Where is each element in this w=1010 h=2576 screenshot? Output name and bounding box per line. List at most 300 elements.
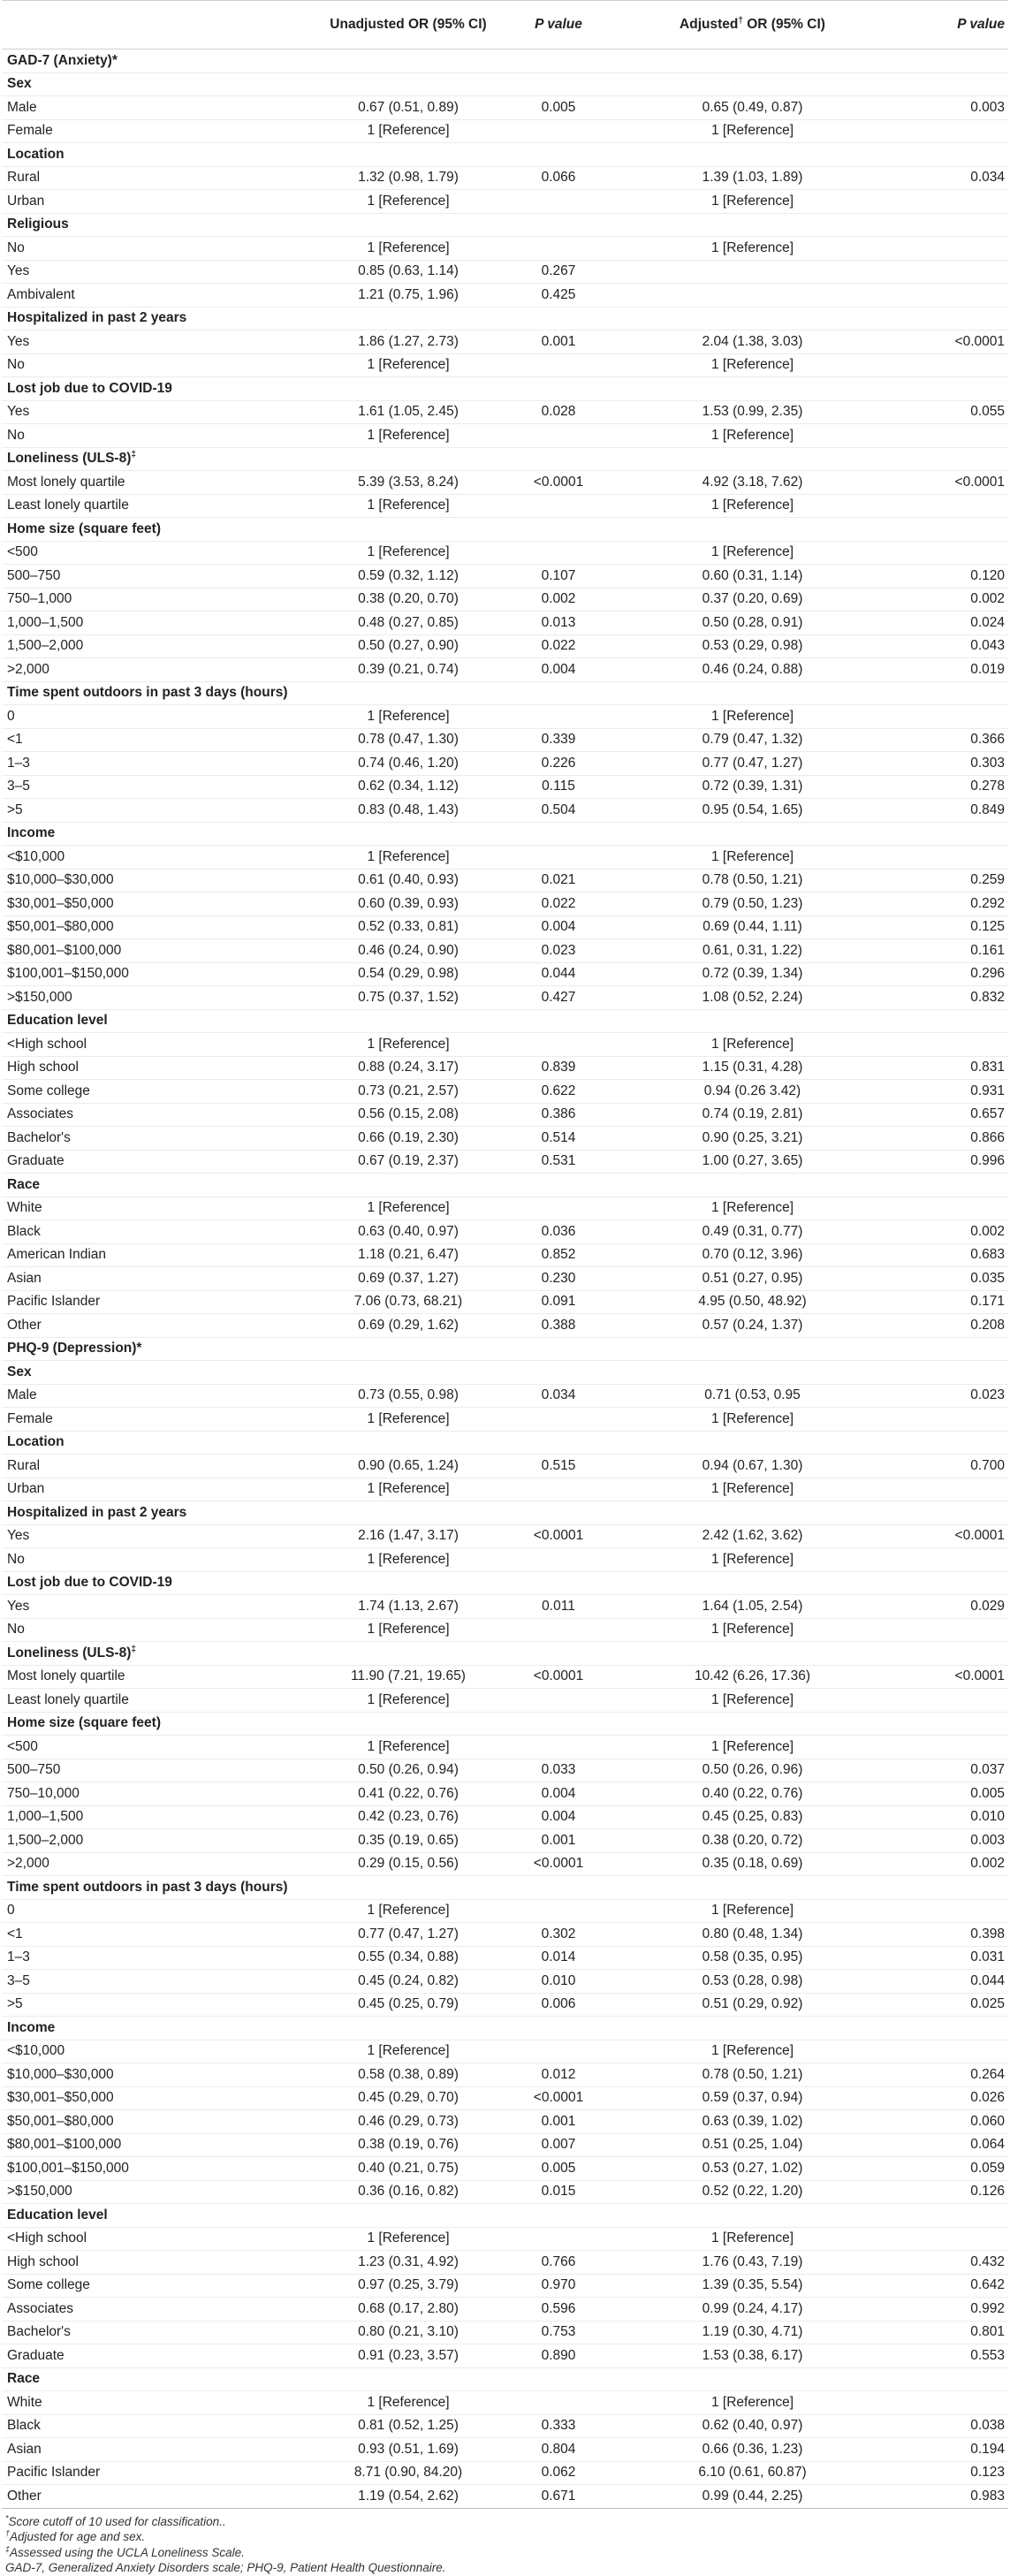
p-value-cell: 0.766 [514,2251,603,2275]
adjusted-or-cell: 0.57 (0.24, 1.37) [603,1314,902,1338]
footnote: ‡Assessed using the UCLA Loneliness Scale. [5,2544,245,2559]
adjusted-p-value-cell: <0.0001 [902,1524,1008,1548]
p-value-cell: <0.0001 [514,1852,603,1876]
adjusted-p-value-cell: 0.931 [902,1080,1008,1104]
table-row [2,2344,1008,2368]
row-category-label: Urban [2,190,302,214]
adjusted-p-value-cell [902,1478,1008,1501]
table-row [2,1782,1008,1806]
table-row [2,1314,1008,1338]
adjusted-or-cell: 0.59 (0.37, 0.94) [603,2086,902,2110]
table-row [2,1548,1008,1572]
unadjusted-or-cell: 0.59 (0.32, 1.12) [302,565,514,589]
variable-group-label: Sex [2,1361,1008,1385]
adjusted-p-value-cell: 0.700 [902,1455,1008,1478]
p-value-cell: 0.001 [514,1829,603,1853]
unadjusted-or-cell: 0.35 (0.19, 0.65) [302,1829,514,1853]
adjusted-p-value-cell: 0.002 [902,588,1008,612]
adjusted-or-cell: 0.70 (0.12, 3.96) [603,1243,902,1267]
p-value-cell [514,1618,603,1642]
unadjusted-or-cell: 1 [Reference] [302,1033,514,1057]
row-category-label: <1 [2,728,302,752]
unadjusted-or-cell: 1 [Reference] [302,2391,514,2415]
adjusted-p-value-cell: 0.055 [902,400,1008,424]
adjusted-or-cell: 0.50 (0.28, 0.91) [603,612,902,635]
unadjusted-or-cell: 1 [Reference] [302,846,514,870]
table-row [2,2461,1008,2485]
table-row [2,939,1008,963]
adjusted-or-cell: 4.95 (0.50, 48.92) [603,1290,902,1314]
table-row [2,728,1008,752]
unadjusted-or-cell: 7.06 (0.73, 68.21) [302,1290,514,1314]
row-category-label: $50,001–$80,000 [2,2110,302,2134]
row-category-label: 3–5 [2,775,302,799]
p-value-cell: 0.004 [514,916,603,939]
table-row [2,1080,1008,1104]
table-row [2,1829,1008,1853]
row-category-label: Urban [2,1478,302,1501]
p-value-cell: 0.028 [514,400,603,424]
row-category-label: <500 [2,541,302,565]
p-value-cell [514,2391,603,2415]
p-value-cell: 0.230 [514,1267,603,1291]
row-category-label: Least lonely quartile [2,494,302,518]
section-heading-row [2,1337,1008,1361]
p-value-cell [514,846,603,870]
variable-group-row [2,1876,1008,1900]
unadjusted-or-cell: 1.23 (0.31, 4.92) [302,2251,514,2275]
unadjusted-or-cell: 0.46 (0.24, 0.90) [302,939,514,963]
p-value-cell: 0.226 [514,752,603,776]
p-value-cell: <0.0001 [514,1665,603,1689]
table-row [2,2438,1008,2462]
unadjusted-or-cell: 1 [Reference] [302,705,514,729]
row-category-label: $10,000–$30,000 [2,869,302,893]
adjusted-p-value-cell: <0.0001 [902,1665,1008,1689]
p-value-cell [514,1033,603,1057]
p-value-cell: 0.010 [514,1970,603,1994]
row-category-label: Some college [2,1080,302,1104]
adjusted-p-value-cell: 0.278 [902,775,1008,799]
adjusted-p-value-cell [902,1408,1008,1432]
adjusted-p-value-cell [902,1899,1008,1923]
table-row [2,799,1008,823]
p-value-cell: 0.012 [514,2063,603,2087]
table-row [2,752,1008,776]
table-row [2,1899,1008,1923]
adjusted-or-cell: 0.65 (0.49, 0.87) [603,96,902,120]
p-value-cell: 0.002 [514,588,603,612]
unadjusted-or-cell: 0.52 (0.33, 0.81) [302,916,514,939]
p-value-cell: 0.115 [514,775,603,799]
p-value-cell [514,1408,603,1432]
p-value-cell [514,190,603,214]
adjusted-or-cell: 1 [Reference] [603,1548,902,1572]
row-category-label: No [2,237,302,261]
table-row [2,893,1008,916]
adjusted-p-value-cell [902,1197,1008,1220]
unadjusted-or-cell: 1 [Reference] [302,1478,514,1501]
p-value-cell [514,1548,603,1572]
adjusted-p-value-cell: 0.024 [902,612,1008,635]
table-row [2,471,1008,495]
header-adjusted-or: Adjusted† OR (95% CI) [603,1,902,49]
adjusted-or-cell: 1 [Reference] [603,1689,902,1713]
adjusted-p-value-cell: 0.194 [902,2438,1008,2462]
adjusted-p-value-cell: 0.259 [902,869,1008,893]
p-value-cell: 0.022 [514,635,603,658]
unadjusted-or-cell: 1 [Reference] [302,237,514,261]
variable-group-label: Education level [2,1009,1008,1033]
adjusted-p-value-cell: 0.120 [902,565,1008,589]
adjusted-or-cell: 0.53 (0.29, 0.98) [603,635,902,658]
variable-group-row [2,518,1008,542]
adjusted-p-value-cell [902,846,1008,870]
adjusted-or-cell: 0.79 (0.47, 1.32) [603,728,902,752]
row-category-label: 500–750 [2,1759,302,1782]
table-row [2,190,1008,214]
variable-group-label: Religious [2,213,1008,237]
adjusted-or-cell: 1.53 (0.38, 6.17) [603,2344,902,2368]
unadjusted-or-cell: 0.50 (0.26, 0.94) [302,1759,514,1782]
row-category-label: 1,500–2,000 [2,1829,302,1853]
p-value-cell: 0.514 [514,1127,603,1151]
row-category-label: >5 [2,1993,302,2017]
table-row [2,1290,1008,1314]
adjusted-or-cell: 1 [Reference] [603,1033,902,1057]
p-value-cell: 0.890 [514,2344,603,2368]
variable-group-row [2,1174,1008,1197]
row-category-label: Other [2,1314,302,1338]
adjusted-p-value-cell: 0.171 [902,1290,1008,1314]
unadjusted-or-cell: 0.36 (0.16, 0.82) [302,2180,514,2204]
table-row [2,635,1008,658]
p-value-cell [514,424,603,448]
adjusted-or-cell: 1.76 (0.43, 7.19) [603,2251,902,2275]
variable-group-row [2,2204,1008,2228]
table-row [2,424,1008,448]
variable-group-label: Location [2,1431,1008,1455]
adjusted-or-cell: 1 [Reference] [603,1899,902,1923]
variable-group-row [2,307,1008,331]
table-body [2,49,1008,2509]
p-value-cell: 0.091 [514,1290,603,1314]
row-category-label: $80,001–$100,000 [2,939,302,963]
table-row [2,119,1008,143]
adjusted-or-cell: 1 [Reference] [603,237,902,261]
p-value-cell: <0.0001 [514,1524,603,1548]
variable-group-row [2,1501,1008,1525]
p-value-cell [514,494,603,518]
table-row [2,612,1008,635]
row-category-label: $10,000–$30,000 [2,2063,302,2087]
adjusted-or-cell: 0.94 (0.26 3.42) [603,1080,902,1104]
unadjusted-or-cell: 0.91 (0.23, 3.57) [302,2344,514,2368]
adjusted-p-value-cell [902,2040,1008,2063]
row-category-label: Yes [2,400,302,424]
adjusted-or-cell: 1.39 (0.35, 5.54) [603,2274,902,2298]
table-row [2,565,1008,589]
row-category-label: Least lonely quartile [2,1689,302,1713]
table-row [2,1805,1008,1829]
footnote: GAD-7, Generalized Anxiety Disorders scale; PHQ-9, Patient Health Questionnaire. [5,2561,446,2574]
p-value-cell: 0.001 [514,331,603,354]
row-category-label: Yes [2,331,302,354]
adjusted-p-value-cell: 0.003 [902,96,1008,120]
variable-group-label: Time spent outdoors in past 3 days (hours) [2,681,1008,705]
row-category-label: $80,001–$100,000 [2,2133,302,2157]
variable-group-label: Loneliness (ULS-8)‡ [2,447,1008,471]
unadjusted-or-cell: 0.93 (0.51, 1.69) [302,2438,514,2462]
unadjusted-or-cell: 1.61 (1.05, 2.45) [302,400,514,424]
p-value-cell [514,237,603,261]
table-row [2,331,1008,354]
variable-group-row [2,1431,1008,1455]
adjusted-p-value-cell: 0.123 [902,2461,1008,2485]
unadjusted-or-cell: 0.45 (0.29, 0.70) [302,2086,514,2110]
unadjusted-or-cell: 5.39 (3.53, 8.24) [302,471,514,495]
adjusted-p-value-cell [902,1033,1008,1057]
adjusted-or-cell: 1 [Reference] [603,2227,902,2251]
row-category-label: Black [2,1220,302,1244]
unadjusted-or-cell: 0.46 (0.29, 0.73) [302,2110,514,2134]
p-value-cell: 0.425 [514,284,603,308]
adjusted-p-value-cell: 0.832 [902,986,1008,1010]
adjusted-p-value-cell [902,284,1008,308]
adjusted-or-cell: 0.45 (0.25, 0.83) [603,1805,902,1829]
table-row [2,1267,1008,1291]
variable-group-label: Income [2,822,1008,846]
adjusted-p-value-cell [902,119,1008,143]
adjusted-or-cell: 0.50 (0.26, 0.96) [603,1759,902,1782]
variable-group-label: Lost job due to COVID-19 [2,1571,1008,1595]
header-p-value-adjusted: P value [902,1,1008,49]
unadjusted-or-cell: 1.32 (0.98, 1.79) [302,166,514,190]
table-row [2,2298,1008,2321]
header-p-value-unadjusted: P value [514,1,603,49]
table-row [2,1759,1008,1782]
table-row [2,1478,1008,1501]
row-category-label: White [2,2391,302,2415]
adjusted-or-cell: 1 [Reference] [603,846,902,870]
adjusted-p-value-cell: 0.208 [902,1314,1008,1338]
adjusted-or-cell: 2.04 (1.38, 3.03) [603,331,902,354]
unadjusted-or-cell: 0.77 (0.47, 1.27) [302,1923,514,1947]
adjusted-p-value-cell: 0.296 [902,962,1008,986]
adjusted-p-value-cell: 0.035 [902,1267,1008,1291]
adjusted-or-cell: 0.90 (0.25, 3.21) [603,1127,902,1151]
row-category-label: $50,001–$80,000 [2,916,302,939]
unadjusted-or-cell: 1 [Reference] [302,424,514,448]
adjusted-or-cell: 1 [Reference] [603,353,902,377]
table-row [2,1946,1008,1970]
adjusted-or-cell: 1.53 (0.99, 2.35) [603,400,902,424]
adjusted-or-cell: 0.80 (0.48, 1.34) [603,1923,902,1947]
unadjusted-or-cell: 1 [Reference] [302,1548,514,1572]
adjusted-or-cell: 0.66 (0.36, 1.23) [603,2438,902,2462]
adjusted-or-cell: 0.78 (0.50, 1.21) [603,869,902,893]
p-value-cell: 0.014 [514,1946,603,1970]
unadjusted-or-cell: 2.16 (1.47, 3.17) [302,1524,514,1548]
variable-group-label: Time spent outdoors in past 3 days (hours) [2,1876,1008,1900]
p-value-cell [514,1736,603,1759]
p-value-cell [514,119,603,143]
adjusted-p-value-cell: 0.059 [902,2157,1008,2181]
adjusted-p-value-cell: 0.983 [902,2485,1008,2509]
variable-group-label: Race [2,2367,1008,2391]
p-value-cell: 0.804 [514,2438,603,2462]
row-category-label: No [2,353,302,377]
adjusted-or-cell: 0.61, 0.31, 1.22) [603,939,902,963]
variable-group-row [2,1642,1008,1666]
p-value-cell: 0.033 [514,1759,603,1782]
adjusted-p-value-cell [902,237,1008,261]
adjusted-or-cell: 0.51 (0.29, 0.92) [603,1993,902,2017]
adjusted-p-value-cell: 0.683 [902,1243,1008,1267]
unadjusted-or-cell: 1 [Reference] [302,1408,514,1432]
adjusted-p-value-cell [902,1736,1008,1759]
p-value-cell: 0.427 [514,986,603,1010]
adjusted-or-cell: 1 [Reference] [603,1618,902,1642]
adjusted-p-value-cell: 0.866 [902,1127,1008,1151]
adjusted-p-value-cell: 0.398 [902,1923,1008,1947]
adjusted-or-cell: 0.62 (0.40, 0.97) [603,2414,902,2438]
adjusted-or-cell: 0.99 (0.24, 4.17) [603,2298,902,2321]
unadjusted-or-cell: 1 [Reference] [302,2040,514,2063]
adjusted-p-value-cell [902,541,1008,565]
table-row [2,588,1008,612]
adjusted-or-cell: 0.46 (0.24, 0.88) [603,658,902,682]
adjusted-p-value-cell: 0.992 [902,2298,1008,2321]
variable-group-row [2,2017,1008,2040]
p-value-cell [514,1197,603,1220]
unadjusted-or-cell: 0.68 (0.17, 2.80) [302,2298,514,2321]
unadjusted-or-cell: 0.48 (0.27, 0.85) [302,612,514,635]
section-heading-row [2,49,1008,73]
unadjusted-or-cell: 0.66 (0.19, 2.30) [302,1127,514,1151]
table-row [2,1197,1008,1220]
unadjusted-or-cell: 1 [Reference] [302,494,514,518]
table-row [2,916,1008,939]
table-row [2,96,1008,120]
variable-group-row [2,72,1008,96]
adjusted-p-value-cell: 0.038 [902,2414,1008,2438]
adjusted-or-cell: 1 [Reference] [603,1197,902,1220]
row-category-label: Pacific Islander [2,1290,302,1314]
p-value-cell [514,1689,603,1713]
adjusted-p-value-cell: 0.366 [902,728,1008,752]
unadjusted-or-cell: 0.83 (0.48, 1.43) [302,799,514,823]
unadjusted-or-cell: 0.74 (0.46, 1.20) [302,752,514,776]
table-row [2,2110,1008,2134]
p-value-cell: 0.022 [514,893,603,916]
adjusted-or-cell: 0.53 (0.27, 1.02) [603,2157,902,2181]
row-category-label: <$10,000 [2,2040,302,2063]
adjusted-or-cell: 1.00 (0.27, 3.65) [603,1150,902,1174]
row-category-label: Rural [2,1455,302,1478]
row-category-label: Yes [2,1595,302,1619]
section-heading: GAD-7 (Anxiety)* [2,49,1008,73]
unadjusted-or-cell: 0.78 (0.47, 1.30) [302,728,514,752]
p-value-cell: 0.066 [514,166,603,190]
table-row [2,166,1008,190]
row-category-label: <1 [2,1923,302,1947]
row-category-label: Ambivalent [2,284,302,308]
section-heading: PHQ-9 (Depression)* [2,1337,1008,1361]
p-value-cell: 0.011 [514,1595,603,1619]
row-category-label: $100,001–$150,000 [2,962,302,986]
adjusted-p-value-cell [902,1618,1008,1642]
adjusted-or-cell: 0.38 (0.20, 0.72) [603,1829,902,1853]
unadjusted-or-cell: 1 [Reference] [302,190,514,214]
p-value-cell: 0.267 [514,260,603,284]
adjusted-p-value-cell: 0.849 [902,799,1008,823]
p-value-cell: 0.062 [514,2461,603,2485]
adjusted-p-value-cell: 0.003 [902,1829,1008,1853]
p-value-cell: 0.006 [514,1993,603,2017]
p-value-cell: 0.388 [514,1314,603,1338]
row-category-label: >2,000 [2,658,302,682]
unadjusted-or-cell: 1 [Reference] [302,353,514,377]
footnote: *Score cutoff of 10 used for classification.. [5,2513,226,2528]
adjusted-or-cell: 0.53 (0.28, 0.98) [603,1970,902,1994]
p-value-cell [514,1899,603,1923]
row-category-label: No [2,424,302,448]
row-category-label: 1–3 [2,1946,302,1970]
p-value-cell: 0.622 [514,1080,603,1104]
adjusted-or-cell: 1 [Reference] [603,2391,902,2415]
p-value-cell [514,1478,603,1501]
unadjusted-or-cell: 8.71 (0.90, 84.20) [302,2461,514,2485]
unadjusted-or-cell: 0.45 (0.25, 0.79) [302,1993,514,2017]
unadjusted-or-cell: 0.38 (0.19, 0.76) [302,2133,514,2157]
row-category-label: Associates [2,2298,302,2321]
adjusted-or-cell: 6.10 (0.61, 60.87) [603,2461,902,2485]
p-value-cell [514,541,603,565]
adjusted-p-value-cell: 0.303 [902,752,1008,776]
unadjusted-or-cell: 0.85 (0.63, 1.14) [302,260,514,284]
unadjusted-or-cell: 1.19 (0.54, 2.62) [302,2485,514,2509]
p-value-cell: 0.004 [514,1782,603,1806]
p-value-cell: 0.044 [514,962,603,986]
row-category-label: White [2,1197,302,1220]
adjusted-p-value-cell [902,260,1008,284]
table-row [2,2485,1008,2509]
row-category-label: Associates [2,1103,302,1127]
unadjusted-or-cell: 0.88 (0.24, 3.17) [302,1056,514,1080]
adjusted-or-cell: 1.64 (1.05, 2.54) [603,1595,902,1619]
variable-group-label: Income [2,2017,1008,2040]
table-row [2,1736,1008,1759]
p-value-cell [514,705,603,729]
variable-group-label: Home size (square feet) [2,1712,1008,1736]
adjusted-or-cell: 1 [Reference] [603,1408,902,1432]
adjusted-p-value-cell: 0.996 [902,1150,1008,1174]
adjusted-or-cell: 1 [Reference] [603,2040,902,2063]
adjusted-p-value-cell: 0.264 [902,2063,1008,2087]
table-row [2,1970,1008,1994]
row-category-label: Bachelor's [2,2321,302,2344]
unadjusted-or-cell: 0.90 (0.65, 1.24) [302,1455,514,1478]
table-row [2,2274,1008,2298]
unadjusted-or-cell: 0.60 (0.39, 0.93) [302,893,514,916]
variable-group-row [2,822,1008,846]
unadjusted-or-cell: 0.80 (0.21, 3.10) [302,2321,514,2344]
p-value-cell: 0.005 [514,96,603,120]
table-row [2,775,1008,799]
variable-group-row [2,377,1008,401]
unadjusted-or-cell: 0.75 (0.37, 1.52) [302,986,514,1010]
